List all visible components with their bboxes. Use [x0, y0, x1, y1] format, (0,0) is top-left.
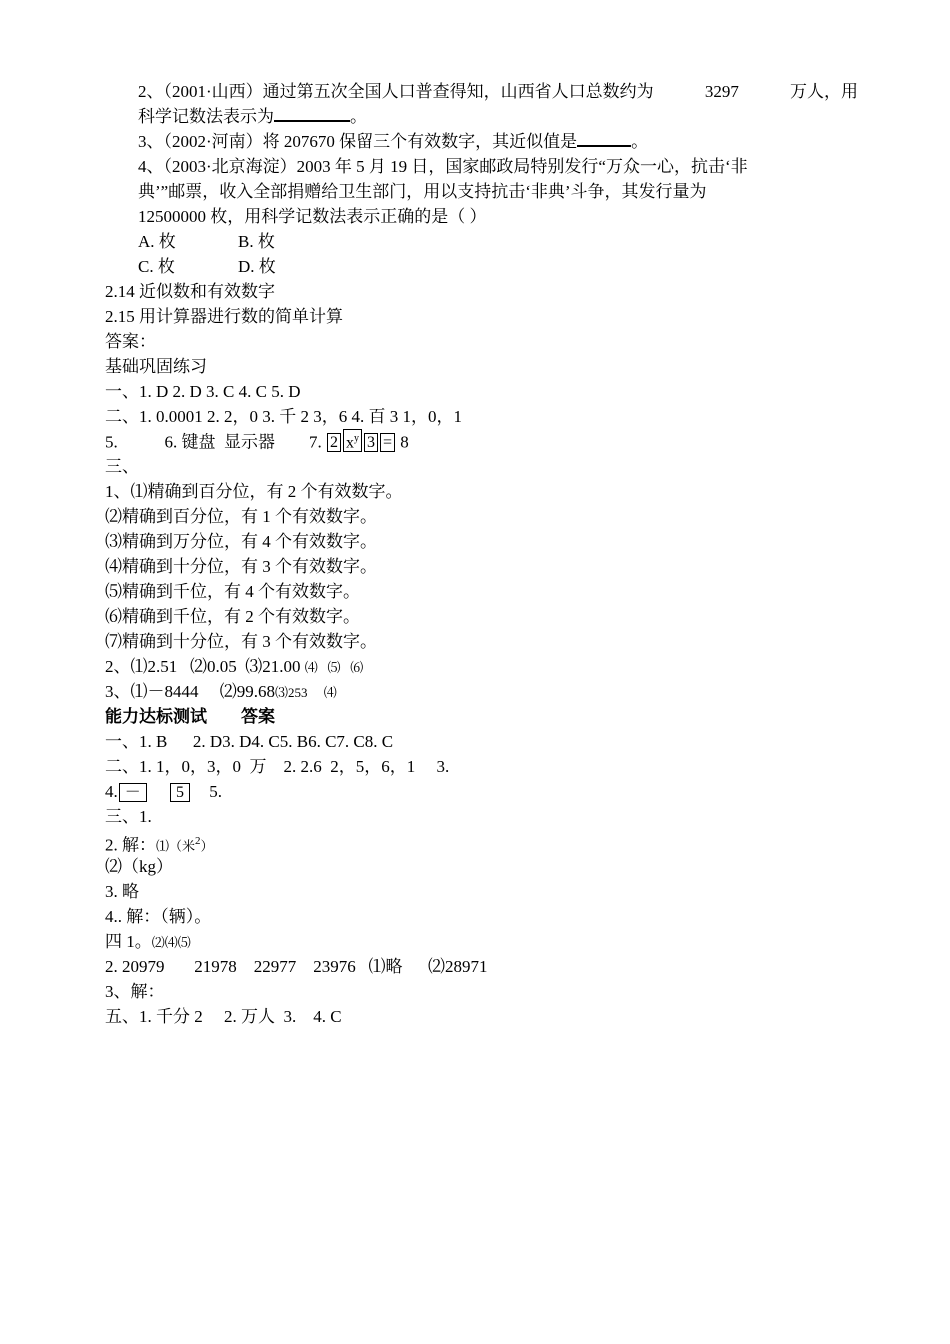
q2-line1-c: 万人，用: [789, 82, 858, 101]
q2-line1-a: 2、（2001·山西）通过第五次全国人口普查得知，山西省人口总数约为: [138, 82, 654, 101]
option-c: C. 枚: [138, 257, 175, 276]
precision-answer-4: ⑷精确到十分位，有 3 个有效数字。: [105, 557, 377, 576]
rounding-answers-a: 2、⑴2.51 ⑵0.05 ⑶21.00: [105, 657, 301, 676]
q2-line1-b: 3297: [704, 82, 739, 101]
ability-solution-2-close: ）: [200, 838, 214, 854]
answer-blank: [577, 130, 631, 147]
rounding-answers-b: ⑷ ⑸ ⑹: [304, 660, 364, 675]
ability-part-4-answer-2: 2. 20979 21978 22977 23976 ⑴略 ⑵28971: [105, 957, 488, 976]
q2-line2: [138, 104, 367, 129]
option-d: D. 枚: [238, 257, 276, 276]
precision-answer-3: ⑶精确到万分位，有 4 个有效数字。: [105, 532, 377, 551]
ability-part-4-answer-1: [105, 929, 191, 954]
q2-line2-text: 科学记数法表示为: [138, 107, 274, 126]
basic-answer-3-result: 8: [400, 432, 409, 452]
option-b: B. 枚: [238, 232, 275, 251]
section-2-14: 2.14 近似数和有效数字: [105, 282, 275, 301]
q4-line1: 4、（2003·北京海淀）2003 年 5 月 19 日，国家邮政局特别发行“万众一心，抗击‘非: [138, 157, 748, 176]
q4-options-cd: [138, 254, 276, 279]
answers-heading: 答案：: [105, 332, 156, 351]
ability-answer-3-next: 5.: [209, 782, 223, 801]
ability-part-5-answers: 五、1. 千分 2 2. 万人 3. 4. C: [105, 1007, 342, 1026]
ability-answer-3: [105, 779, 222, 804]
calc-key-5: 5: [170, 783, 190, 802]
calc-key-3: 3: [364, 433, 378, 452]
precision-answer-6: ⑹精确到千位，有 2 个有效数字。: [105, 607, 360, 626]
ability-answer-3-label: 4.: [105, 782, 118, 801]
section-2-15: 2.15 用计算器进行数的简单计算: [105, 307, 343, 326]
basic-answer-3-text: 5. 6. 键盘 显示器 7.: [105, 432, 322, 452]
precision-answer-2: ⑵精确到百分位，有 1 个有效数字。: [105, 507, 377, 526]
ability-part-3-heading: 三、1.: [105, 807, 152, 826]
ability-solution-2-exponent: 2: [195, 835, 201, 847]
calc-key-equals: =: [380, 433, 395, 452]
ability-part-4-answer-3: 3、解：: [105, 982, 165, 1001]
q4-line3: 12500000 枚，用科学记数法表示正确的是（ ）: [138, 207, 487, 226]
basic-practice-heading: 基础巩固练习: [105, 357, 207, 376]
ability-part-4-label: 四 1。: [105, 932, 152, 951]
precision-answer-1: 1、⑴精确到百分位，有 2 个有效数字。: [105, 482, 403, 501]
basic-part-3-heading: 三、: [105, 457, 139, 476]
precision-answer-5: ⑸精确到千位，有 4 个有效数字。: [105, 582, 360, 601]
calc-key-x: x: [346, 434, 354, 452]
calc-key-minus: －: [119, 783, 147, 802]
calc-key-y: y: [354, 433, 359, 444]
ability-part-4-choices: ⑵⑷⑸: [151, 935, 191, 950]
precision-answer-7: ⑺精确到十分位，有 3 个有效数字。: [105, 632, 377, 651]
ability-answer-2: 二、1. 1，0，3，0 万 2. 2.6 2，5，6，1 3.: [105, 757, 450, 776]
rounding-answers: [105, 654, 363, 679]
q3-end: 。: [631, 132, 649, 151]
q4-options-ab: [138, 229, 275, 254]
q3-text: 3、（2002·河南）将 207670 保留三个有效数字，其近似值是: [138, 132, 578, 151]
basic-answer-3: [105, 429, 409, 454]
q4-line2: 典’”邮票，收入全部捐赠给卫生部门，用以支持抗击‘非典’斗争，其发行量为: [138, 182, 707, 201]
calculator-answers-b: ⑶253 ⑷: [275, 685, 337, 700]
ability-solution-4: 4.. 解：（辆）。: [105, 907, 212, 926]
ability-solution-3: 3. 略: [105, 882, 139, 901]
ability-test-heading: 能力达标测试 答案: [105, 707, 275, 726]
option-a: A. 枚: [138, 232, 176, 251]
ability-solution-2b: ⑵（kg）: [105, 857, 173, 876]
basic-answer-1: 一、1. D 2. D 3. C 4. C 5. D: [105, 382, 301, 401]
ability-answer-1: 一、1. B 2. D3. D4. C5. B6. C7. C8. C: [105, 732, 394, 751]
calc-key-xy: [343, 429, 362, 452]
ability-solution-2: [105, 829, 214, 854]
q2-line1: [138, 79, 858, 104]
calc-key-2: 2: [327, 433, 341, 452]
basic-answer-2: 二、1. 0.0001 2. 2，0 3. 千 2 3，6 4. 百 3 1，0，1: [105, 407, 462, 426]
calculator-answers: [105, 679, 337, 704]
answer-blank: [274, 105, 350, 122]
ability-solution-2-unit: ⑴（米: [156, 838, 196, 854]
calculator-answers-a: 3、⑴－8444 ⑵99.68: [105, 682, 275, 701]
q3-line: [138, 129, 648, 154]
q2-line2-end: 。: [350, 107, 367, 126]
ability-solution-2-label: 2. 解：: [105, 835, 156, 855]
